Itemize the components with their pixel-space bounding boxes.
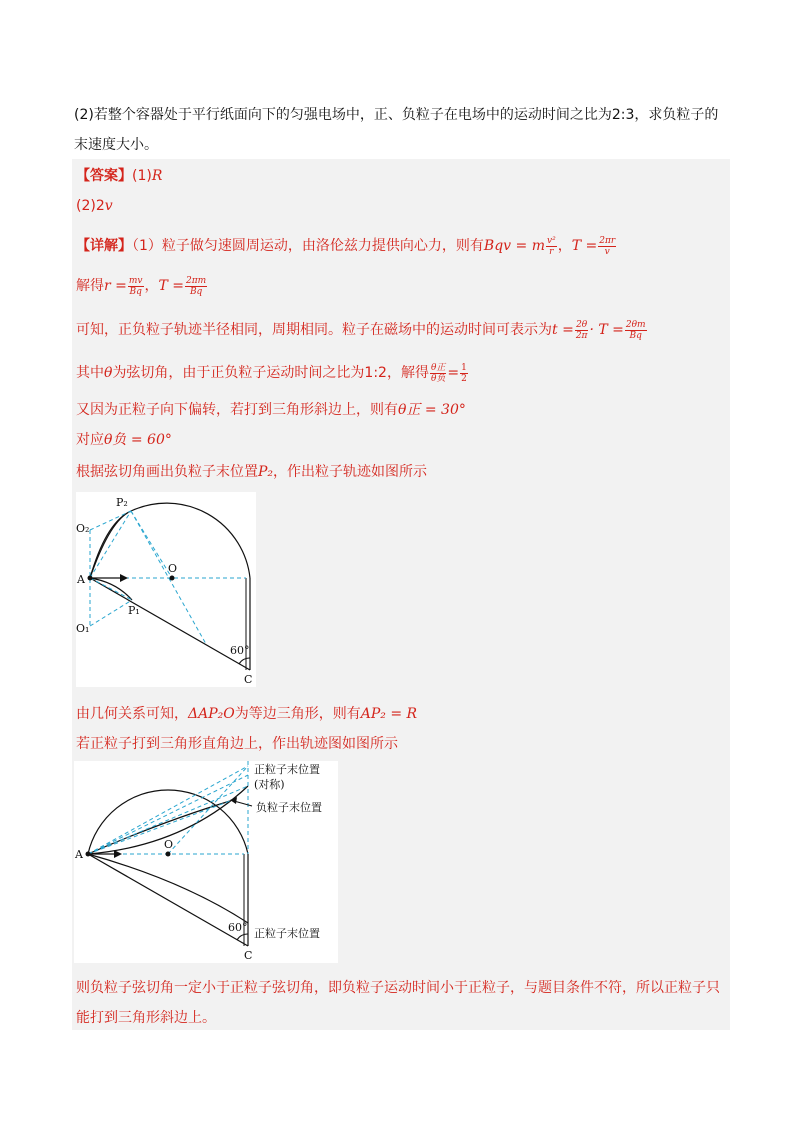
label-c: C <box>244 949 253 962</box>
label-pos-sym: (对称) <box>254 778 285 791</box>
detail-line-11: 能打到三角形斜边上。 <box>76 1010 216 1026</box>
label-angle: 60° <box>230 644 250 657</box>
point-a <box>86 852 91 857</box>
label-c: C <box>244 673 253 686</box>
label-o: O <box>168 562 178 575</box>
label-p1: P₁ <box>128 604 140 617</box>
detail-line-4: 其中θ为弦切角，由于正负粒子运动时间之比为1:2，解得 $\frac{\text{θ正}}{\text{θ负}}$ = $\frac{1}{2}$ <box>76 362 467 384</box>
angle-arc <box>237 934 248 940</box>
point-a <box>88 576 93 581</box>
positive-particle-arc <box>88 854 248 923</box>
velocity-arrow-head <box>114 850 122 858</box>
point-o <box>170 576 175 581</box>
label-a: A <box>75 848 83 861</box>
pointer-line <box>234 801 252 806</box>
dashed-a-p1 <box>90 578 132 600</box>
answer-line-1: 【答案】(1)R <box>76 168 163 184</box>
label-o: O <box>164 838 174 851</box>
detail-line-8: 由几何关系可知，ΔAP₂O为等边三角形，则有AP₂ = R <box>76 706 418 722</box>
dashed-o1-p1 <box>90 600 132 626</box>
label-a: A <box>77 573 85 586</box>
detail-line-10: 则负粒子弦切角一定小于正粒子弦切角，即负粒子运动时间小于正粒子，与题目条件不符，所以正粒子只 <box>76 980 720 996</box>
semicircle-arc <box>131 503 250 578</box>
detail-line-7: 根据弦切角画出负粒子末位置P₂，作出粒子轨迹如图所示 <box>76 464 428 480</box>
figure-2-svg <box>74 761 338 963</box>
label-o2: O₂ <box>76 522 90 535</box>
detail-line-6: 对应θ负 = 60° <box>76 432 172 448</box>
angle-arc <box>239 658 250 664</box>
dashed-p2-o <box>131 511 172 578</box>
hypotenuse <box>88 854 248 946</box>
label-neg-end: 负粒子末位置 <box>256 801 322 814</box>
label-pos-end-2: 正粒子末位置 <box>254 927 320 940</box>
velocity-arrow-head <box>120 574 128 582</box>
label-o1: O₁ <box>76 622 90 635</box>
detail-line-3: 可知，正负粒子轨迹半径相同，周期相同。粒子在磁场中的运动时间可表示为t = $\frac{2\theta}{2\pi}$ · T = $\frac{2\theta m}{Bq}$ <box>76 319 646 341</box>
answer-box <box>72 159 730 1030</box>
question-text: (2)若整个容器处于平行纸面向下的匀强电场中，正、负粒子在电场中的运动时间之比为2:3，求负粒子的末速度大小。 <box>74 107 719 153</box>
detail-line-9: 若正粒子打到三角形直角边上，作出轨迹图如图所示 <box>76 736 398 752</box>
detail-line-2: 解得r = $\frac{mv}{Bq}$ ，T = $\frac{2\pi m}{Bq}$ <box>76 275 207 297</box>
point-o <box>166 852 171 857</box>
detail-line-1: 【详解】（1）粒子做匀速圆周运动，由洛伦兹力提供向心力，则有Bqv = m $\frac{\text{v²}}{r}$ ，T = $\frac{2\pi r}{v}$ <box>76 235 616 257</box>
figure-1-svg <box>76 492 256 687</box>
figure-2 <box>74 761 338 963</box>
label-angle: 60° <box>228 921 248 934</box>
label-p2: P₂ <box>116 496 128 509</box>
dashed-ray-4 <box>88 801 230 854</box>
answer-line-2: (2)2v <box>76 198 113 214</box>
detail-line-5: 又因为正粒子向下偏转，若打到三角形斜边上，则有θ正 = 30° <box>76 402 466 418</box>
dashed-o2-p2 <box>90 511 131 530</box>
figure-1 <box>76 492 256 687</box>
dashed-o-top <box>168 766 248 854</box>
label-pos-end: 正粒子末位置 <box>254 763 320 776</box>
hypotenuse <box>90 578 250 670</box>
